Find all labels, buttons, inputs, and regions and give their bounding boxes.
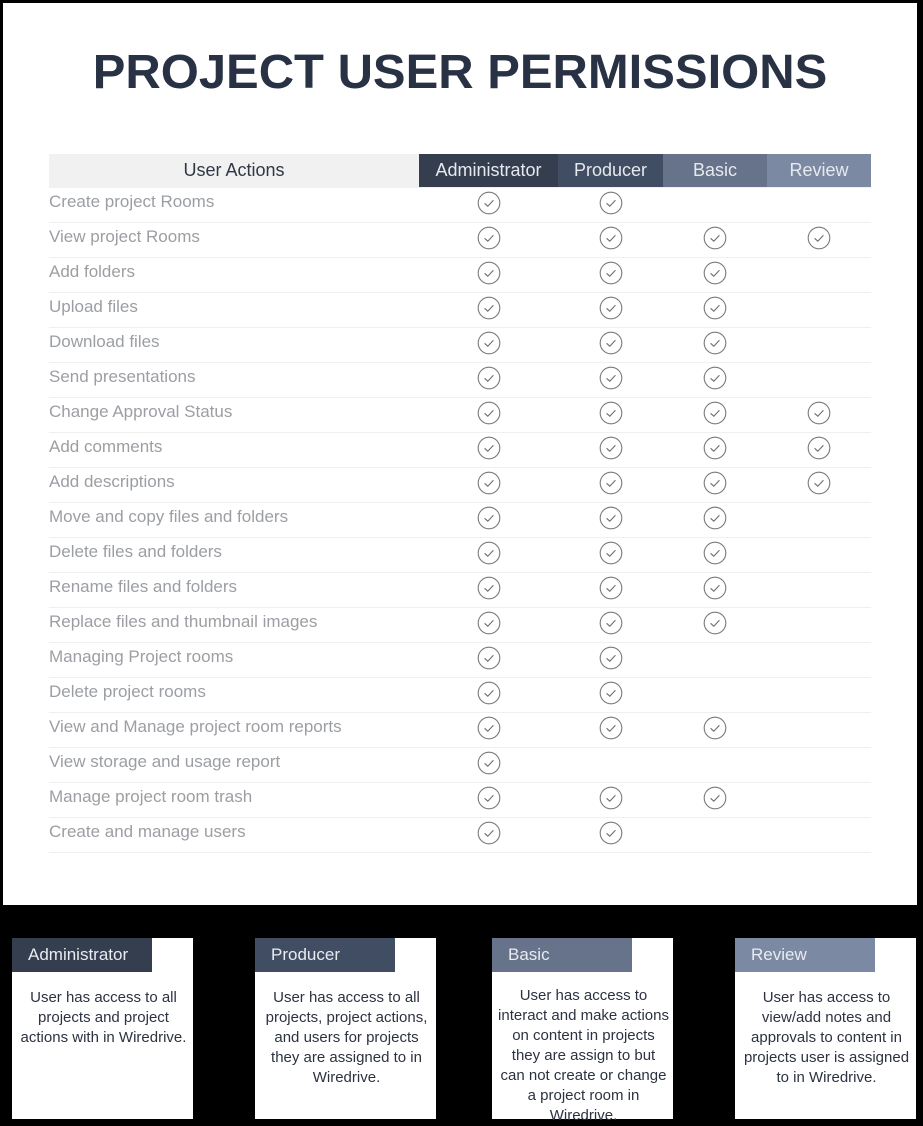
- permission-cell-administrator: [419, 783, 558, 817]
- circle-check-icon: [477, 506, 501, 535]
- legend-role-label: Basic: [492, 938, 632, 972]
- circle-check-icon: [477, 751, 501, 780]
- permission-cell-producer: [558, 188, 663, 222]
- table-row: [49, 432, 871, 467]
- permission-cell-review: [767, 538, 871, 572]
- action-label: Upload files: [49, 297, 138, 316]
- permissions-sheet: [3, 3, 917, 905]
- permission-cell-producer: [558, 678, 663, 712]
- permission-cell-basic: [663, 328, 767, 362]
- permission-cell-administrator: [419, 818, 558, 852]
- permission-cell-basic: [663, 223, 767, 257]
- action-label: Create project Rooms: [49, 192, 215, 211]
- table-row: [49, 257, 871, 292]
- circle-check-icon: [703, 541, 727, 570]
- action-label: Add comments: [49, 437, 163, 456]
- circle-check-icon: [477, 681, 501, 710]
- circle-check-icon: [599, 786, 623, 815]
- action-label: Move and copy files and folders: [49, 507, 289, 526]
- circle-check-icon: [807, 401, 831, 430]
- circle-check-icon: [599, 296, 623, 325]
- circle-check-icon: [703, 296, 727, 325]
- permission-cell-review: [767, 783, 871, 817]
- circle-check-icon: [807, 226, 831, 255]
- permission-cell-review: [767, 573, 871, 607]
- action-label: Replace files and thumbnail images: [49, 612, 318, 631]
- permission-cell-basic: [663, 608, 767, 642]
- legend-role-label: Producer: [255, 938, 395, 972]
- permission-cell-administrator: [419, 363, 558, 397]
- permission-cell-administrator: [419, 293, 558, 327]
- circle-check-icon: [599, 821, 623, 850]
- table-row: [49, 502, 871, 537]
- action-label: Send presentations: [49, 367, 196, 386]
- legend-role-label: Administrator: [12, 938, 152, 972]
- circle-check-icon: [807, 471, 831, 500]
- permission-cell-review: [767, 363, 871, 397]
- action-label: Manage project room trash: [49, 787, 253, 806]
- circle-check-icon: [599, 366, 623, 395]
- table-row: [49, 817, 871, 853]
- legend-description: User has access to view/add notes and approvals to content in projects user is assigned to in Wiredrive.: [743, 989, 910, 1086]
- permission-cell-basic: [663, 713, 767, 747]
- circle-check-icon: [703, 506, 727, 535]
- circle-check-icon: [477, 716, 501, 745]
- permission-cell-basic: [663, 293, 767, 327]
- permission-cell-administrator: [419, 713, 558, 747]
- table-row: [49, 327, 871, 362]
- legend-card-administrator: [12, 938, 193, 1119]
- permission-cell-basic: [663, 433, 767, 467]
- table-body: [49, 187, 871, 853]
- permission-cell-basic: [663, 748, 767, 782]
- permission-cell-producer: [558, 818, 663, 852]
- permission-cell-producer: [558, 468, 663, 502]
- permission-cell-basic: [663, 363, 767, 397]
- permission-cell-administrator: [419, 503, 558, 537]
- permission-cell-review: [767, 433, 871, 467]
- permission-cell-basic: [663, 643, 767, 677]
- circle-check-icon: [599, 226, 623, 255]
- header-basic: Basic: [663, 154, 767, 187]
- circle-check-icon: [703, 576, 727, 605]
- circle-check-icon: [477, 296, 501, 325]
- circle-check-icon: [477, 261, 501, 290]
- permission-cell-review: [767, 678, 871, 712]
- action-label: Add folders: [49, 262, 135, 281]
- permission-cell-review: [767, 258, 871, 292]
- permission-cell-administrator: [419, 608, 558, 642]
- header-user-actions: User Actions: [49, 154, 419, 187]
- permission-cell-administrator: [419, 573, 558, 607]
- permission-cell-basic: [663, 573, 767, 607]
- circle-check-icon: [703, 611, 727, 640]
- table-row: [49, 292, 871, 327]
- circle-check-icon: [703, 261, 727, 290]
- circle-check-icon: [477, 471, 501, 500]
- permission-cell-producer: [558, 538, 663, 572]
- action-label: View storage and usage report: [49, 752, 281, 771]
- table-row: [49, 642, 871, 677]
- permission-cell-administrator: [419, 678, 558, 712]
- permission-cell-administrator: [419, 433, 558, 467]
- circle-check-icon: [477, 226, 501, 255]
- circle-check-icon: [599, 471, 623, 500]
- action-label: Add descriptions: [49, 472, 175, 491]
- table-row: [49, 187, 871, 222]
- legend-description: User has access to interact and make actions on content in projects they are assign to but can not create or change a project room in Wiredrive.: [498, 987, 669, 1124]
- circle-check-icon: [599, 436, 623, 465]
- table-row: [49, 677, 871, 712]
- circle-check-icon: [477, 366, 501, 395]
- permission-cell-producer: [558, 433, 663, 467]
- circle-check-icon: [477, 786, 501, 815]
- permission-cell-review: [767, 608, 871, 642]
- permission-cell-producer: [558, 363, 663, 397]
- circle-check-icon: [599, 261, 623, 290]
- permission-cell-basic: [663, 783, 767, 817]
- circle-check-icon: [599, 681, 623, 710]
- permission-cell-producer: [558, 608, 663, 642]
- permission-cell-basic: [663, 503, 767, 537]
- table-row: [49, 222, 871, 257]
- permission-cell-administrator: [419, 328, 558, 362]
- action-label: View and Manage project room reports: [49, 717, 342, 736]
- circle-check-icon: [599, 331, 623, 360]
- permission-cell-basic: [663, 818, 767, 852]
- permission-cell-administrator: [419, 223, 558, 257]
- action-label: Managing Project rooms: [49, 647, 234, 666]
- permission-cell-administrator: [419, 643, 558, 677]
- permission-cell-producer: [558, 258, 663, 292]
- permission-cell-basic: [663, 398, 767, 432]
- legend-description: User has access to all projects and project actions with in Wiredrive.: [20, 989, 187, 1046]
- circle-check-icon: [477, 331, 501, 360]
- permission-cell-basic: [663, 258, 767, 292]
- action-label: Download files: [49, 332, 160, 351]
- permission-cell-review: [767, 503, 871, 537]
- circle-check-icon: [599, 646, 623, 675]
- circle-check-icon: [599, 401, 623, 430]
- circle-check-icon: [477, 436, 501, 465]
- circle-check-icon: [703, 401, 727, 430]
- circle-check-icon: [477, 576, 501, 605]
- table-row: [49, 747, 871, 782]
- circle-check-icon: [477, 541, 501, 570]
- permission-cell-review: [767, 223, 871, 257]
- permission-cell-producer: [558, 713, 663, 747]
- circle-check-icon: [703, 226, 727, 255]
- table-row: [49, 537, 871, 572]
- action-label: Delete files and folders: [49, 542, 222, 561]
- permission-cell-review: [767, 818, 871, 852]
- circle-check-icon: [599, 716, 623, 745]
- table-row: [49, 607, 871, 642]
- circle-check-icon: [703, 366, 727, 395]
- permission-cell-producer: [558, 223, 663, 257]
- permission-cell-producer: [558, 783, 663, 817]
- circle-check-icon: [599, 611, 623, 640]
- table-row: [49, 572, 871, 607]
- table-row: [49, 782, 871, 817]
- permissions-table: [49, 154, 871, 853]
- table-row: [49, 362, 871, 397]
- circle-check-icon: [477, 191, 501, 220]
- header-review: Review: [767, 154, 871, 187]
- circle-check-icon: [703, 786, 727, 815]
- permission-cell-review: [767, 468, 871, 502]
- permission-cell-administrator: [419, 468, 558, 502]
- circle-check-icon: [703, 471, 727, 500]
- permission-cell-producer: [558, 398, 663, 432]
- permission-cell-basic: [663, 468, 767, 502]
- circle-check-icon: [477, 401, 501, 430]
- action-label: Create and manage users: [49, 822, 246, 841]
- permission-cell-administrator: [419, 258, 558, 292]
- circle-check-icon: [807, 436, 831, 465]
- permission-cell-administrator: [419, 188, 558, 222]
- action-label: Change Approval Status: [49, 402, 233, 421]
- circle-check-icon: [477, 646, 501, 675]
- permission-cell-administrator: [419, 398, 558, 432]
- action-label: Rename files and folders: [49, 577, 238, 596]
- legend-card-basic: [492, 938, 673, 1124]
- table-row: [49, 467, 871, 502]
- permission-cell-administrator: [419, 538, 558, 572]
- page-title: PROJECT USER PERMISSIONS: [92, 46, 828, 99]
- permission-cell-basic: [663, 188, 767, 222]
- action-label: Delete project rooms: [49, 682, 206, 701]
- circle-check-icon: [477, 821, 501, 850]
- header-administrator: Administrator: [419, 154, 558, 187]
- permission-cell-producer: [558, 503, 663, 537]
- legend-card-producer: [255, 938, 436, 1119]
- permission-cell-review: [767, 643, 871, 677]
- table-row: [49, 712, 871, 747]
- action-label: View project Rooms: [49, 227, 200, 246]
- circle-check-icon: [703, 716, 727, 745]
- permission-cell-basic: [663, 538, 767, 572]
- circle-check-icon: [599, 506, 623, 535]
- circle-check-icon: [599, 541, 623, 570]
- legend-description: User has access to all projects, project actions, and users for projects they are assigned to in Wiredrive.: [265, 989, 428, 1086]
- permission-cell-review: [767, 713, 871, 747]
- permission-cell-review: [767, 748, 871, 782]
- circle-check-icon: [477, 611, 501, 640]
- circle-check-icon: [703, 436, 727, 465]
- permission-cell-administrator: [419, 748, 558, 782]
- permission-cell-producer: [558, 293, 663, 327]
- permission-cell-review: [767, 398, 871, 432]
- circle-check-icon: [599, 576, 623, 605]
- header-producer: Producer: [558, 154, 663, 187]
- permission-cell-producer: [558, 328, 663, 362]
- circle-check-icon: [703, 331, 727, 360]
- permission-cell-review: [767, 328, 871, 362]
- table-row: [49, 397, 871, 432]
- permission-cell-producer: [558, 573, 663, 607]
- permission-cell-producer: [558, 643, 663, 677]
- circle-check-icon: [599, 191, 623, 220]
- permission-cell-basic: [663, 678, 767, 712]
- legend-card-review: [735, 938, 916, 1119]
- table-header: [49, 154, 871, 187]
- permission-cell-producer: [558, 748, 663, 782]
- legend-role-label: Review: [735, 938, 875, 972]
- permission-cell-review: [767, 188, 871, 222]
- permission-cell-review: [767, 293, 871, 327]
